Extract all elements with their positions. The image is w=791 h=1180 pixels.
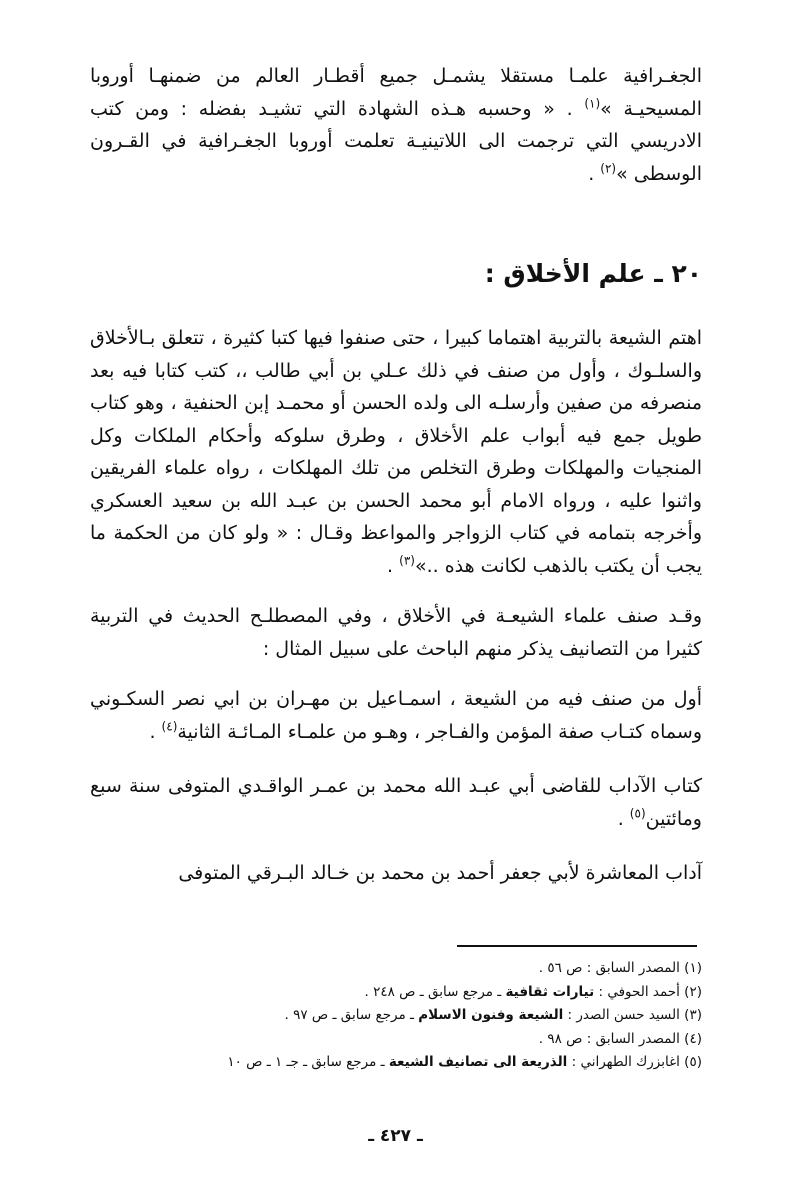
footnote-ref-4: (٤) [161, 719, 178, 734]
footnote-title: تيارات ثقافية [505, 983, 595, 1000]
paragraph-text: وقـد صنف علماء الشيعـة في الأخلاق ، وفي المصطلـح الحديث في التربية كثيرا من التصانيف يذكر منهم الباحث على سبيل المثال : [90, 605, 702, 660]
footnote-text: (٥) اغابزرك الطهراني : [567, 1054, 702, 1070]
footnote-text: (٣) السيد حسن الصدر : [563, 1007, 702, 1023]
paragraph-text: أول من صنف فيه من الشيعة ، اسمـاعيل بن مهـران بن ابي نصر السكـوني وسماه كتـاب صفة المؤمن والفـاجر ، وهـو من علمـاء المـائـة الثانية [90, 688, 702, 743]
paragraph-ethics-intro [90, 322, 702, 582]
page-number: ـ ٤٢٧ ـ [368, 1126, 423, 1146]
footnote-ref-5: (٥) [629, 806, 646, 821]
footnote-tail: ـ مرجع سابق ـ ص ٩٧ . [284, 1007, 419, 1023]
paragraph-authors [90, 600, 702, 665]
footnotes [90, 957, 702, 1075]
footnote-title: الذريعة الى تصانيف الشيعة [388, 1054, 568, 1070]
footnote-divider [457, 945, 697, 947]
footnote-3 [90, 1004, 702, 1028]
paragraph-text: اهتم الشيعة بالتربية اهتماما كبيرا ، حتى صنفوا فيها كتبا كثيرة ، تتعلق بـالأخلاق والسلـوك ، وأول من صنف في ذلك عـلي بن أبي طالب ،، كتب كتابا فيه بعد منصرفه من صفين وأرسلـه الى ولده الحسن أو محمـد إبن الحنفية ، وهو كتاب طويل جمع فيه أبواب علم الأخلاق ، وطرق سلوكه وأحكام الملكات وكل المنجيات والمهلكات وطرق التخلص من تلك المهلكات ، رواه علماء الفريقين واثنوا عليه ، ورواه الامام أبو محمد الحسن بن عبـد الله بن سعيد العسكري وأخرجه بتمامه في كتاب الزواجر والمواعظ وقـال : « ولو كان من الحكمة ما يجب أن يكتب بالذهب لكانت هذه ..» [90, 327, 702, 577]
intro-text-b: . « وحسبه هـذه الشهادة التي تشيـد بفضله : ومن كتب الادريسي التي ترجمت الى اللاتينيـة تعلمت أوروبا الجغـرافية في القـرون الوسطى » [90, 97, 702, 185]
intro-end: . [588, 162, 601, 185]
paragraph-end: . [617, 807, 630, 830]
intro-paragraph [90, 60, 702, 190]
footnote-4 [90, 1028, 702, 1052]
footnote-1 [90, 957, 702, 981]
section-heading: ٢٠ ـ علم الأخلاق : [484, 259, 702, 288]
paragraph-first-author [90, 683, 702, 748]
footnote-ref-2: (٢) [600, 161, 617, 176]
footnote-tail: ـ مرجع سابق ـ ص ٢٤٨ . [364, 983, 506, 1000]
footnote-text: (٢) أحمد الحوفي : [594, 983, 702, 1000]
paragraph-muashara [90, 857, 702, 890]
footnote-ref-3: (٣) [399, 553, 415, 568]
footnote-text: (١) المصدر السابق : ص ٥٦ . [538, 960, 702, 976]
paragraph-end: . [387, 554, 400, 577]
paragraph-adab-book [90, 770, 702, 835]
footnote-2 [90, 981, 702, 1005]
intro-line-1: الجغـرافية علمـا مستقلا يشمـل جميع أقطـار العالم من ضمنهـا أوروبا [90, 65, 702, 87]
footnote-5 [90, 1051, 702, 1075]
page-body [90, 60, 702, 890]
footnote-tail: ـ مرجع سابق ـ جـ ١ ـ ص ١٠ [227, 1054, 389, 1070]
footnote-text: (٤) المصدر السابق : ص ٩٨ . [538, 1030, 702, 1047]
intro-text-a: المسيحيـة » [600, 97, 702, 120]
paragraph-end: . [149, 720, 162, 743]
footnote-title: الشيعة وفنون الاسلام [418, 1007, 564, 1023]
paragraph-text: آداب المعاشرة لأبي جعفر أحمد بن محمد بن خـالد البـرقي المتوفى [178, 862, 702, 884]
paragraph-text: كتاب الآداب للقاضى أبي عبـد الله محمد بن عمـر الواقـدي المتوفى سنة سبع ومائتين [90, 775, 702, 830]
footnote-ref-1: (١) [584, 96, 601, 111]
